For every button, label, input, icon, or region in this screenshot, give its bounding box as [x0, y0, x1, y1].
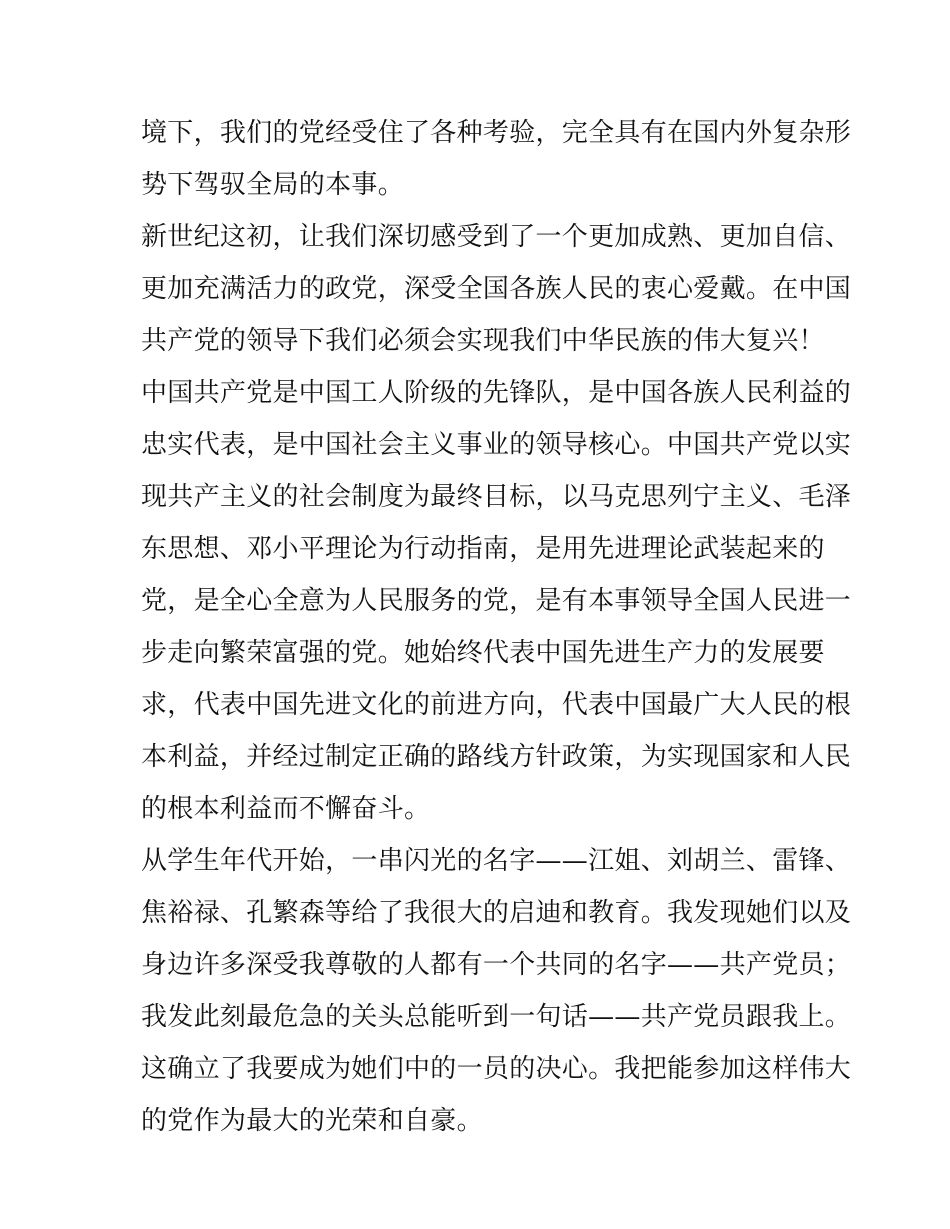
text-line: 焦裕禄、孔繁森等给了我很大的启迪和教育。我发现她们以及 [141, 898, 852, 928]
text-line: 步走向繁荣富强的党。她始终代表中国先进生产力的发展要 [141, 638, 825, 668]
text-line: 势下驾驭全局的本事。 [141, 170, 405, 200]
text-line: 中国共产党是中国工人阶级的先锋队，是中国各族人民利益的 [141, 378, 852, 408]
text-line: 忠实代表，是中国社会主义事业的领导核心。中国共产党以实 [141, 430, 852, 460]
text-line: 的根本利益而不懈奋斗。 [141, 794, 431, 824]
text-line: 我发此刻最危急的关头总能听到一句话——共产党员跟我上。 [141, 1002, 852, 1032]
text-line: 境下，我们的党经受住了各种考验，完全具有在国内外复杂形 [141, 118, 852, 148]
text-line: 现共产主义的社会制度为最终目标，以马克思列宁主义、毛泽 [141, 482, 852, 512]
text-line: 共产党的领导下我们必须会实现我们中华民族的伟大复兴！ [141, 326, 825, 356]
text-line: 求，代表中国先进文化的前进方向，代表中国最广大人民的根 [141, 690, 852, 720]
body-text [141, 107, 852, 1147]
text-line: 党，是全心全意为人民服务的党，是有本事领导全国人民进一 [141, 586, 852, 616]
text-line: 东思想、邓小平理论为行动指南，是用先进理论武装起来的 [141, 534, 825, 564]
text-line: 新世纪这初，让我们深切感受到了一个更加成熟、更加自信、 [141, 222, 852, 252]
text-line: 身边许多深受我尊敬的人都有一个共同的名字——共产党员； [141, 950, 852, 980]
text-line: 本利益，并经过制定正确的路线方针政策，为实现国家和人民 [141, 742, 852, 772]
text-line: 更加充满活力的政党，深受全国各族人民的衷心爱戴。在中国 [141, 274, 852, 304]
text-line: 这确立了我要成为她们中的一员的决心。我把能参加这样伟大 [141, 1054, 852, 1084]
text-line: 的党作为最大的光荣和自豪。 [141, 1106, 483, 1136]
text-line: 从学生年代开始，一串闪光的名字——江姐、刘胡兰、雷锋、 [141, 846, 852, 876]
